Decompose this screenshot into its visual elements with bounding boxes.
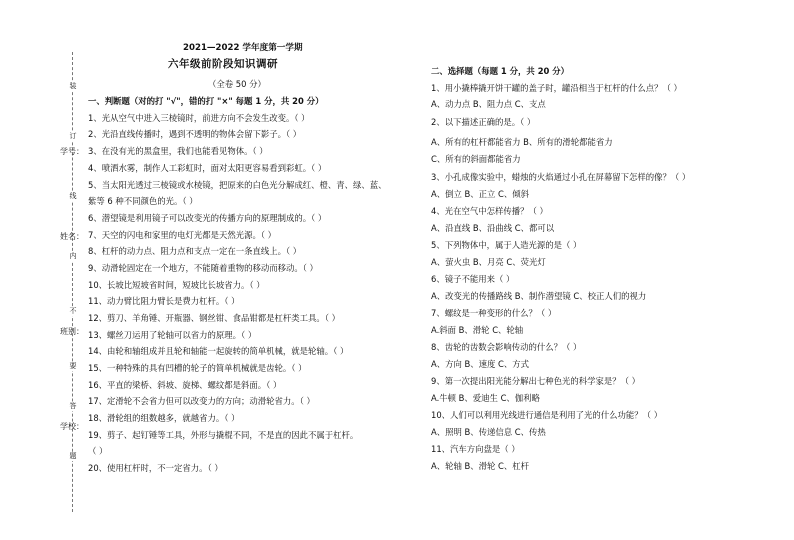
choice-options: A、萤火虫 B、月亮 C、荧光灯 (431, 257, 546, 267)
judgment-item: 8、杠杆的动力点、阻力点和支点一定在一条直线上。（ ） (88, 246, 302, 256)
choice-options: A、沿直线 B、沿曲线 C、都可以 (431, 223, 555, 233)
choice-options: A、照明 B、传递信息 C、传热 (431, 427, 546, 437)
school-field[interactable]: 学校： (60, 422, 84, 431)
choice-item: 1、用小撬棒撬开饼干罐的盖子时，罐沿相当于杠杆的什么点？（ ） (431, 83, 682, 93)
choice-item: 2、以下描述正确的是。（ ） (431, 117, 536, 127)
student-name-field[interactable]: 姓名： (60, 232, 84, 241)
judgment-item: （ ） (88, 446, 108, 456)
choice-item: 11、汽车方向盘是（ ） (431, 444, 520, 454)
year-term: 2021—2022 学年度第一学期 (183, 43, 303, 53)
judgment-item: 6、潜望镜是利用镜子可以改变光的传播方向的原理制成的。（ ） (88, 213, 327, 223)
judgment-item: 11、动力臂比阻力臂长是费力杠杆。（ ） (88, 296, 240, 306)
class-field[interactable]: 班别： (60, 327, 84, 336)
choice-options: A、所有的杠杆都能省力 B、所有的滑轮都能省力 (431, 137, 613, 147)
judgment-item: 14、由轮和轴组成并且轮和轴能一起旋转的简单机械，就是轮轴。（ ） (88, 346, 349, 356)
judgment-item: 17、定滑轮不会省力但可以改变力的方向；动滑轮省力。（ ） (88, 396, 315, 406)
binding-word: 不 (69, 307, 77, 315)
judgment-item: 18、滑轮组的组数越多，就越省力。（ ） (88, 413, 240, 423)
choice-options: A、改变光的传播路线 B、制作潜望镜 C、校正人们的视力 (431, 291, 647, 301)
section1-heading: 一、判断题（对的打 "√"，错的打 "×" 每题 1 分，共 20 分） (88, 96, 324, 106)
choice-item: 7、螺纹是一种变形的什么？（ ） (431, 308, 557, 318)
binding-word: 内 (69, 252, 77, 260)
choice-item: 5、下列物体中，属于人造光源的是（ ） (431, 240, 582, 250)
judgment-item: 5、当太阳光透过三棱镜或水棱镜，把原来的白色光分解成红、橙、青、绿、蓝、 (88, 180, 387, 190)
judgment-item: 15、一种特殊的具有凹槽的轮子的简单机械就是齿轮。（ ） (88, 363, 307, 373)
judgment-item: 19、剪子、起钉锤等工具，外形与撬棍不同，不是直的因此不属于杠杆。 (88, 430, 359, 440)
judgment-item: 9、动滑轮固定在一个地方，不能随着重物的移动而移动。（ ） (88, 263, 318, 273)
judgment-item: 13、螺丝刀运用了轮轴可以省力的原理。（ ） (88, 330, 257, 340)
binding-word: 答 (69, 402, 77, 410)
binding-word: 题 (69, 452, 77, 460)
score-note: （全卷 50 分） (208, 79, 266, 89)
binding-word: 线 (69, 192, 77, 200)
judgment-item: 7、天空的闪电和家里的电灯光都是天然光源。（ ） (88, 230, 277, 240)
choice-options: A.牛顿 B、爱迪生 C、伽利略 (431, 393, 540, 403)
binding-word: 装 (69, 82, 77, 90)
binding-word: 订 (69, 132, 77, 140)
binding-dashed-line (72, 52, 73, 512)
choice-options: A、动力点 B、阻力点 C、支点 (431, 99, 546, 109)
judgment-item: 4、喷洒水雾，制作人工彩虹时，面对太阳更容易看到彩虹。（ ） (88, 163, 327, 173)
judgment-item: 2、光沿直线传播时，遇到不透明的物体会留下影子。（ ） (88, 129, 302, 139)
judgment-item: 20、使用杠杆时，不一定省力。（ ） (88, 463, 223, 473)
choice-options: C、所有的斜面都能省力 (431, 154, 521, 164)
judgment-item: 12、剪刀、羊角锤、开瓶器、钢丝钳、食品钳都是杠杆类工具。（ ） (88, 313, 340, 323)
exam-title: 六年级前阶段知识调研 (168, 58, 278, 70)
student-number-field[interactable]: 学号： (60, 147, 84, 156)
choice-item: 9、第一次提出阳光能分解出七种色光的科学家是？（ ） (431, 376, 640, 386)
judgment-item: 1、光从空气中进入三棱镜时，前进方向不会发生改变。（ ） (88, 113, 310, 123)
judgment-item: 16、平直的梁桥、斜坡、旋梯、螺纹都是斜面。（ ） (88, 380, 282, 390)
binding-margin (58, 52, 88, 512)
choice-item: 3、小孔成像实验中，蜡烛的火焰通过小孔在屏幕留下怎样的像？（ ） (431, 172, 691, 182)
choice-item: 8、齿轮的齿数会影响传动的什么？（ ） (431, 342, 582, 352)
choice-item: 6、镜子不能用来（ ） (431, 274, 515, 284)
choice-options: A、轮轴 B、滑轮 C、杠杆 (431, 461, 530, 471)
judgment-item: 3、在没有光的黑盒里，我们也能看见物体。（ ） (88, 146, 268, 156)
binding-word: 要 (69, 362, 77, 370)
choice-item: 10、人们可以利用光线进行通信是利用了光的什么功能？（ ） (431, 410, 663, 420)
judgment-item: 10、长坡比短坡省时间，短坡比长坡省力。（ ） (88, 280, 265, 290)
choice-item: 4、光在空气中怎样传播？（ ） (431, 206, 548, 216)
choice-options: A、方向 B、速度 C、方式 (431, 359, 530, 369)
choice-options: A、倒立 B、正立 C、倾斜 (431, 189, 530, 199)
section2-heading: 二、选择题（每题 1 分，共 20 分） (431, 66, 570, 76)
choice-options: A.斜面 B、滑轮 C、轮轴 (431, 325, 524, 335)
judgment-item: 紫等 6 种不同颜色的光。（ ） (88, 196, 198, 206)
